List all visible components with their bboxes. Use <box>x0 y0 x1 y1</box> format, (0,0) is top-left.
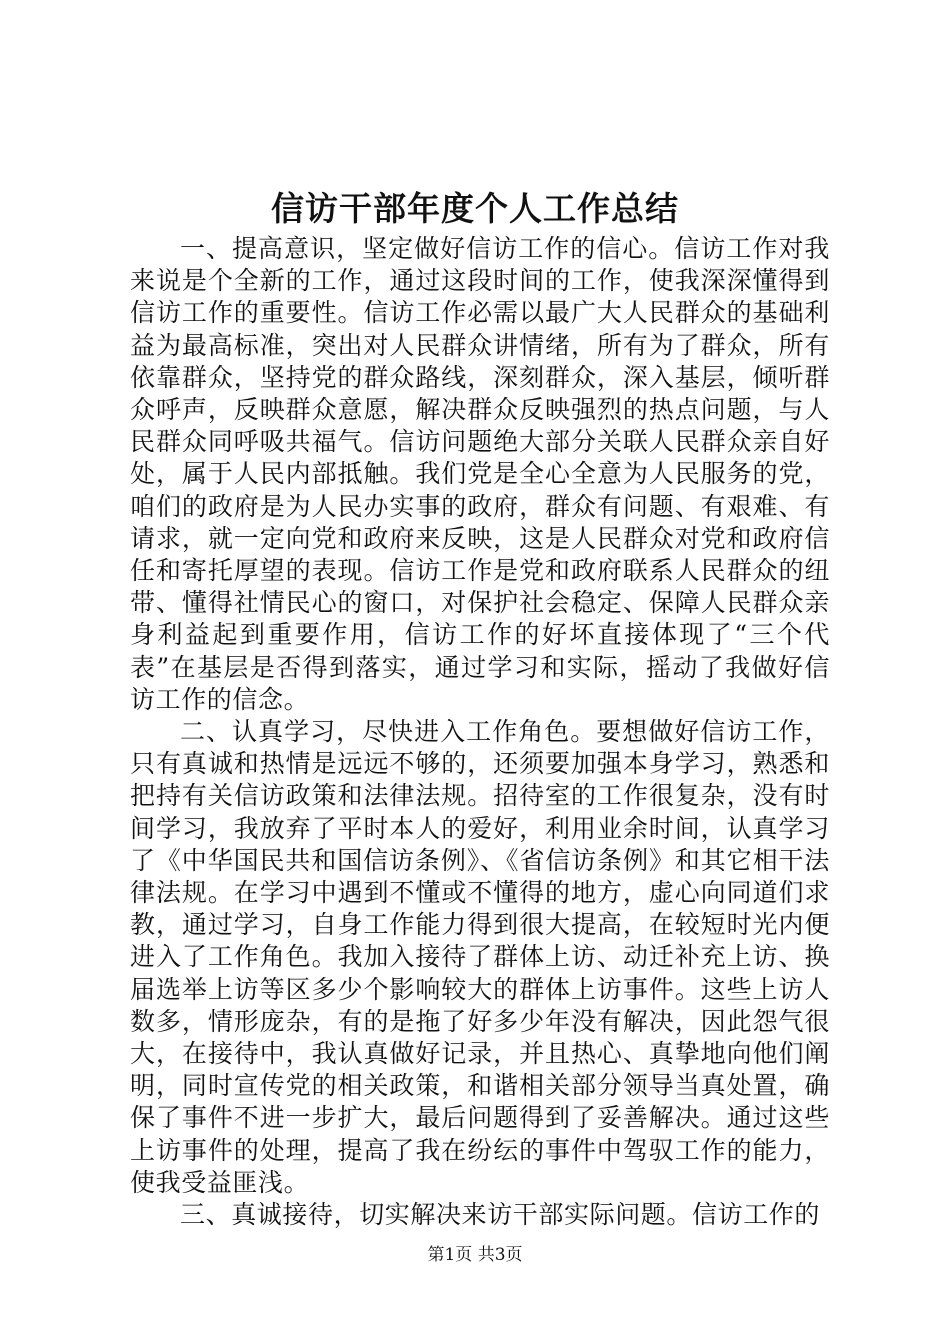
paragraph-1: 一、提高意识，坚定做好信访工作的信心。信访工作对我来说是个全新的工作，通过这段时间的工作，使我深深懂得到信访工作的重要性。信访工作必需以最广大人民群众的基础利益为最高标准，突出对人民群众讲情绪，所有为了群众，所有依靠群众，坚持党的群众路线，深刻群众，深入基层，倾听群众呼声，反映群众意愿，解决群众反映强烈的热点问题，与人民群众同呼吸共福气。信访问题绝大部分关联人民群众亲自好处，属于人民内部抵触。我们党是全心全意为人民服务的党，咱们的政府是为人民办实事的政府，群众有问题、有艰难、有请求，就一定向党和政府来反映，这是人民群众对党和政府信任和寄托厚望的表现。信访工作是党和政府联系人民群众的纽带、懂得社情民心的窗口，对保护社会稳定、保障人民群众亲身利益起到重要作用，信访工作的好坏直接体现了“三个代表”在基层是否得到落实，通过学习和实际，摇动了我做好信访工作的信念。 <box>130 234 830 714</box>
document-title: 信访干部年度个人工作总结 <box>271 189 679 228</box>
page-number-footer: 第1页 共3页 <box>427 1245 523 1265</box>
paragraph-2: 二、认真学习，尽快进入工作角色。要想做好信访工作，只有真诚和热情是远远不够的，还须要加强本身学习，熟悉和把持有关信访政策和法律法规。招待室的工作很复杂，没有时间学习，我放弃了平时本人的爱好，利用业余时间，认真学习了《中华国民共和国信访条例》、《省信访条例》和其它相干法律法规。在学习中遇到不懂或不懂得的地方，虚心向同道们求教，通过学习，自身工作能力得到很大提高，在较短时光内便进入了工作角色。我加入接待了群体上访、动迁补充上访、换届选举上访等区多少个影响较大的群体上访事件。这些上访人数多，情形庞杂，有的是拖了好多少年没有解决，因此怨气很大，在接待中，我认真做好记录，并且热心、真挚地向他们阐明，同时宣传党的相关政策，和谐相关部分领导当真处置，确保了事件不进一步扩大，最后问题得到了妥善解决。通过这些上访事件的处理，提高了我在纷纭的事件中驾驭工作的能力，使我受益匪浅。 <box>130 717 830 1197</box>
document-body <box>130 233 830 1231</box>
paragraph-3: 三、真诚接待，切实解决来访干部实际问题。信访工作的 <box>180 1200 821 1230</box>
